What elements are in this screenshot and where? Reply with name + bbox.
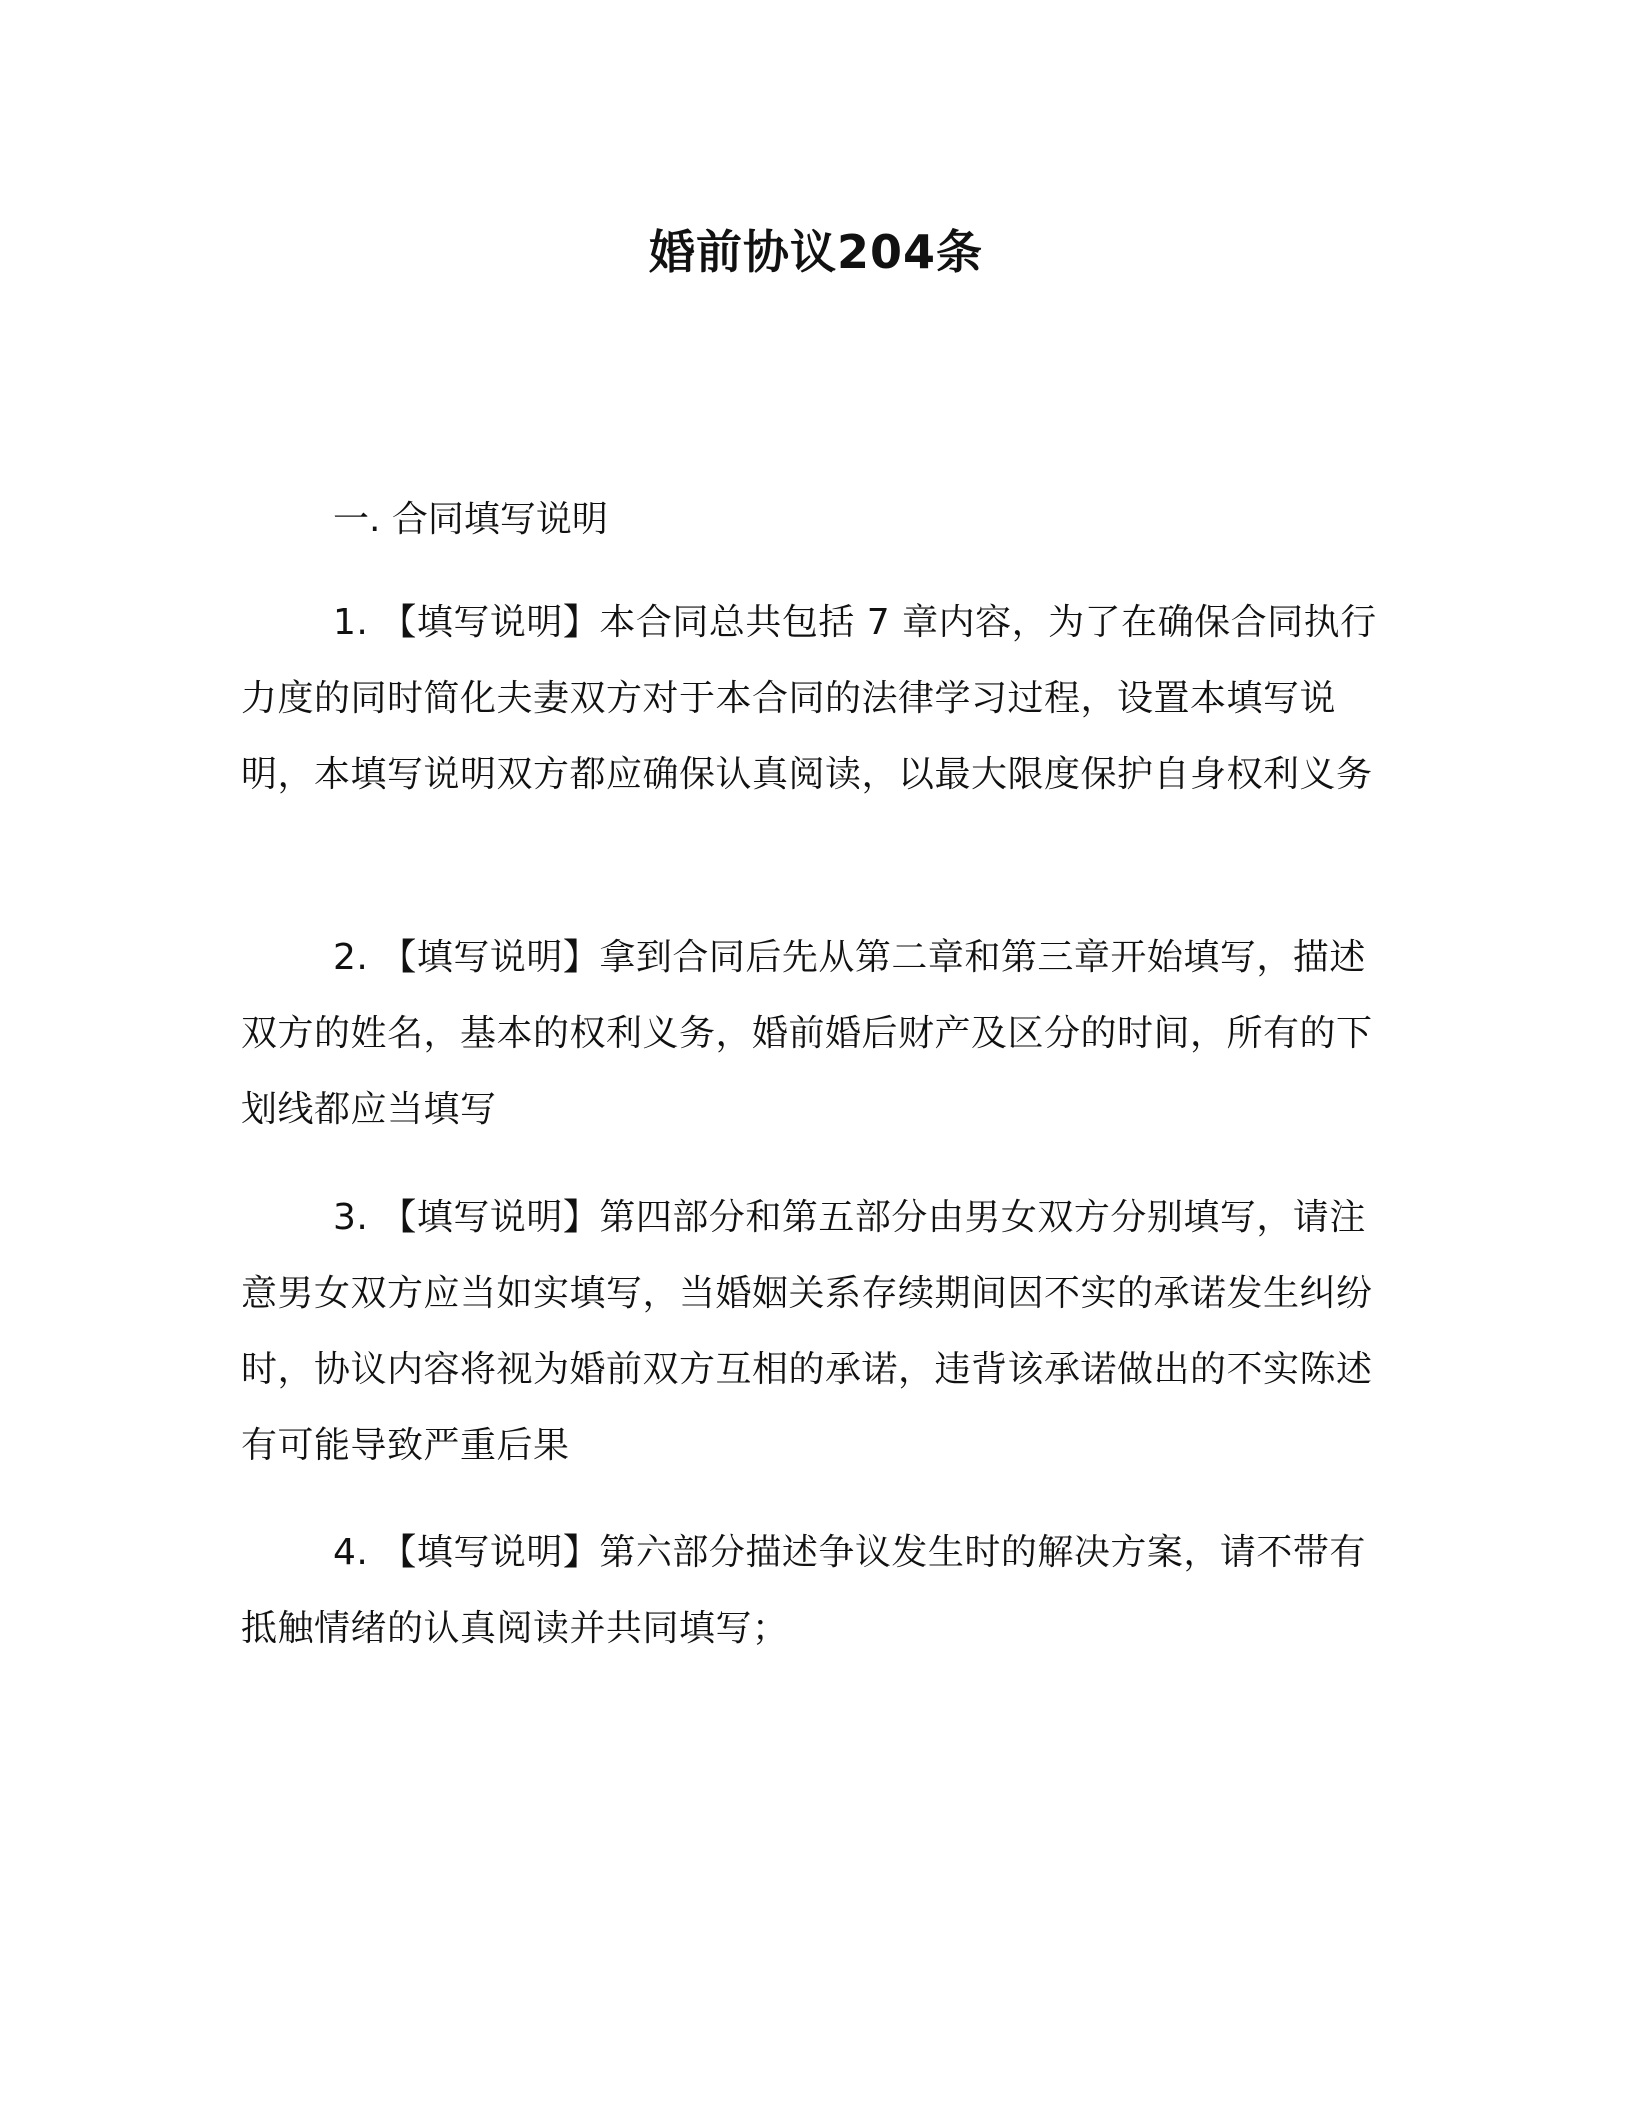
paragraph-3 bbox=[241, 1180, 1387, 1484]
paragraph-text: 第六部分描述争议发生时的解决方案，请不带有抵触情绪的认真阅读并共同填写； bbox=[241, 1532, 1366, 1649]
paragraph-number: 1. bbox=[333, 602, 369, 643]
document-title: 婚前协议204条 bbox=[648, 225, 984, 279]
section-heading: 一. 合同填写说明 bbox=[333, 499, 608, 540]
paragraph-number: 4. bbox=[333, 1532, 369, 1573]
paragraph-text: 本合同总共包括 7 章内容，为了在确保合同执行力度的同时简化夫妻双方对于本合同的法律学习过程，设置本填写说明，本填写说明双方都应确保认真阅读，以最大限度保护自身权利义务 bbox=[241, 602, 1377, 795]
paragraph-4 bbox=[241, 1515, 1387, 1667]
paragraph-tag: 【填写说明】 bbox=[380, 602, 600, 643]
paragraph-2 bbox=[241, 920, 1387, 1148]
paragraph-tag: 【填写说明】 bbox=[380, 1197, 600, 1238]
paragraph-tag: 【填写说明】 bbox=[380, 937, 600, 978]
paragraph-number: 3. bbox=[333, 1197, 369, 1238]
paragraph-text: 拿到合同后先从第二章和第三章开始填写，描述双方的姓名，基本的权利义务，婚前婚后财产及区分的时间，所有的下划线都应当填写 bbox=[241, 937, 1373, 1130]
paragraph-text: 第四部分和第五部分由男女双方分别填写，请注意男女双方应当如实填写，当婚姻关系存续期间因不实的承诺发生纠纷时，协议内容将视为婚前双方互相的承诺，违背该承诺做出的不实陈述有可能导致严重后果 bbox=[241, 1197, 1373, 1466]
paragraph-tag: 【填写说明】 bbox=[380, 1532, 600, 1573]
paragraph-1 bbox=[241, 585, 1387, 813]
paragraph-number: 2. bbox=[333, 937, 369, 978]
